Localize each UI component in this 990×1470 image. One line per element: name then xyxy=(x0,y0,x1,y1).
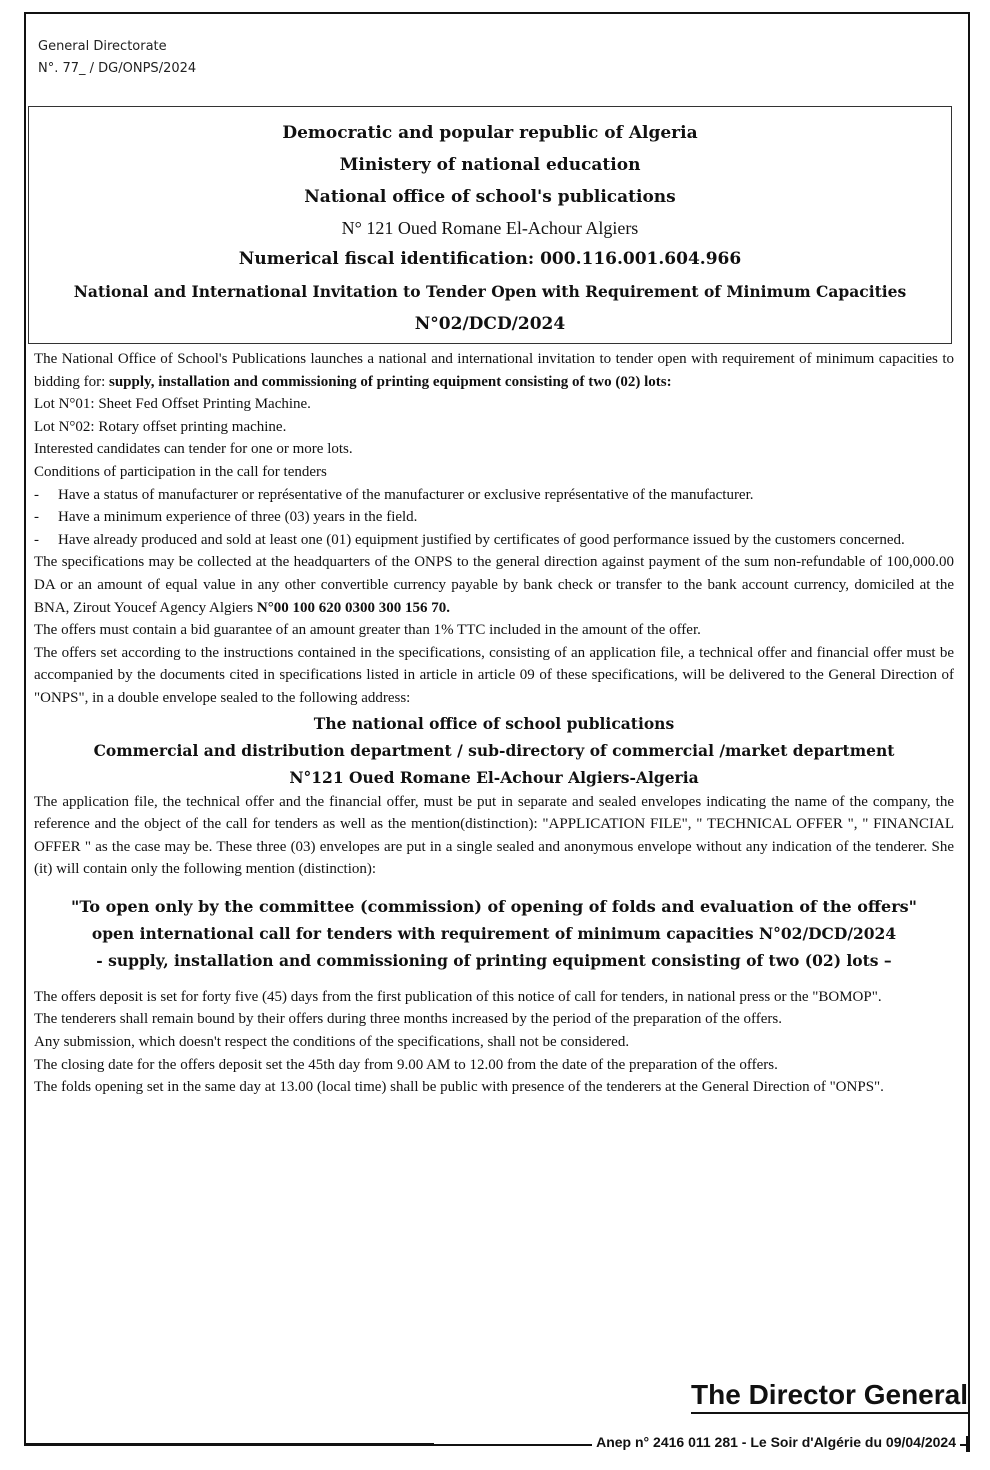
publication-footer xyxy=(24,1434,970,1454)
application-paragraph: The application file, the technical offer and the financial offer, must be put in separate and sealed envelopes indicating the name of the company, the reference and the object of the call for tenders as well as the mention(distinction): "APPLICATION FILE", " TECHNICAL OFFER ", " FINANCIAL OFFER " as the case may be. These three (03) envelopes are put in a single sealed and anonymous envelope without any indication of the tenderer. She (it) will contain only the following mention (distinction): xyxy=(34,793,954,878)
specifications-paragraph: The specifications may be collected at the headquarters of the ONPS to the general direction against payment of the sum non-refundable of 100,000.00 DA or an amount of equal value in any other convertible currency payable by bank check or transfer to the bank account currency, domiciled at the BNA, Zirout Youcef Agency Algiers N°00 100 620 0300 300 156 70. xyxy=(34,554,954,616)
tender-notice xyxy=(24,12,970,1446)
lot-2: Lot N°02: Rotary offset printing machine. xyxy=(34,418,287,435)
condition-item: - Have already produced and sold at least one (01) equipment justified by certificates of good performance issued by the customers concerned. xyxy=(34,531,905,548)
condition-item: - Have a minimum experience of three (03) years in the field. xyxy=(34,509,418,526)
address-line-3: N°121 Oued Romane El-Achour Algiers-Algeria xyxy=(289,767,699,787)
tender-number: N°02/DCD/2024 xyxy=(414,314,566,334)
address-line-2: Commercial and distribution department / sub-directory of commercial /market department xyxy=(93,740,895,760)
notice-body xyxy=(34,348,954,1099)
bound-paragraph: The tenderers shall remain bound by their offers during three months increased by the period of the preparation of the offers. xyxy=(34,1011,782,1028)
reference-block xyxy=(38,36,196,80)
office-address: N° 121 Oued Romane El-Achour Algiers xyxy=(341,218,639,238)
ministry-title: Ministery of national education xyxy=(339,155,641,175)
mention-line-2: open international call for tenders with requirement of minimum capacities N°02/DCD/2024 xyxy=(91,923,897,943)
reference-number: N°. 77_ / DG/ONPS/2024 xyxy=(38,61,197,76)
lot-1: Lot N°01: Sheet Fed Offset Printing Machine. xyxy=(34,396,311,413)
intro-paragraph: The National Office of School's Publications launches a national and international invitation to tender open with requirement of minimum capacities to bidding for: supply, installation and commissioning of printing equipment consisting of two (02) lots: xyxy=(34,351,954,390)
deposit-paragraph: The offers deposit is set for forty five (45) days from the first publication of this notice of call for tenders, in national press or the "BOMOP". xyxy=(34,988,882,1005)
closing-paragraph: The closing date for the offers deposit set the 45th day from 9.00 AM to 12.00 from the date of the preparation of the offers. xyxy=(34,1056,778,1073)
footer-rule xyxy=(24,1443,434,1446)
interested-candidates: Interested candidates can tender for one or more lots. xyxy=(34,441,353,458)
country-title: Democratic and popular republic of Algeria xyxy=(282,123,698,143)
mention-line-3: - supply, installation and commissioning of printing equipment consisting of two (02) lots – xyxy=(96,950,892,970)
fiscal-id: Numerical fiscal identification: 000.116.001.604.966 xyxy=(238,249,742,269)
office-title: National office of school's publications xyxy=(304,187,676,207)
address-line-1: The national office of school publications xyxy=(313,713,675,733)
directorate-label: General Directorate xyxy=(38,39,167,54)
conditions-title: Conditions of participation in the call for tenders xyxy=(34,463,327,480)
submission-paragraph: Any submission, which doesn't respect the conditions of the specifications, shall not be considered. xyxy=(34,1034,630,1051)
opening-paragraph: The folds opening set in the same day at 13.00 (local time) shall be public with presence of the tenderers at the General Direction of "ONPS". xyxy=(34,1079,884,1096)
header-box xyxy=(28,106,952,344)
publication-reference: Anep n° 2416 011 281 - Le Soir d'Algérie du 09/04/2024 xyxy=(592,1434,960,1450)
offers-paragraph: The offers set according to the instructions contained in the specifications, consisting of an application file, a technical offer and financial offer must be accompanied by the documents cited in specifications listed in article in article 09 of these specifications, will be delivered to the General Direction of "ONPS", in a double envelope sealed to the following address: xyxy=(34,644,954,706)
condition-item: - Have a status of manufacturer or représentative of the manufacturer or exclusive représentative of the manufacturer. xyxy=(34,486,754,503)
mention-line-1: "To open only by the committee (commission) of opening of folds and evaluation of the offers" xyxy=(71,896,917,916)
footer-end-mark xyxy=(966,1436,970,1452)
guarantee-paragraph: The offers must contain a bid guarantee of an amount greater than 1% TTC included in the amount of the offer. xyxy=(34,622,701,639)
tender-title: National and International Invitation to Tender Open with Requirement of Minimum Capacities xyxy=(73,282,907,301)
signature-title: The Director General xyxy=(691,1378,968,1414)
